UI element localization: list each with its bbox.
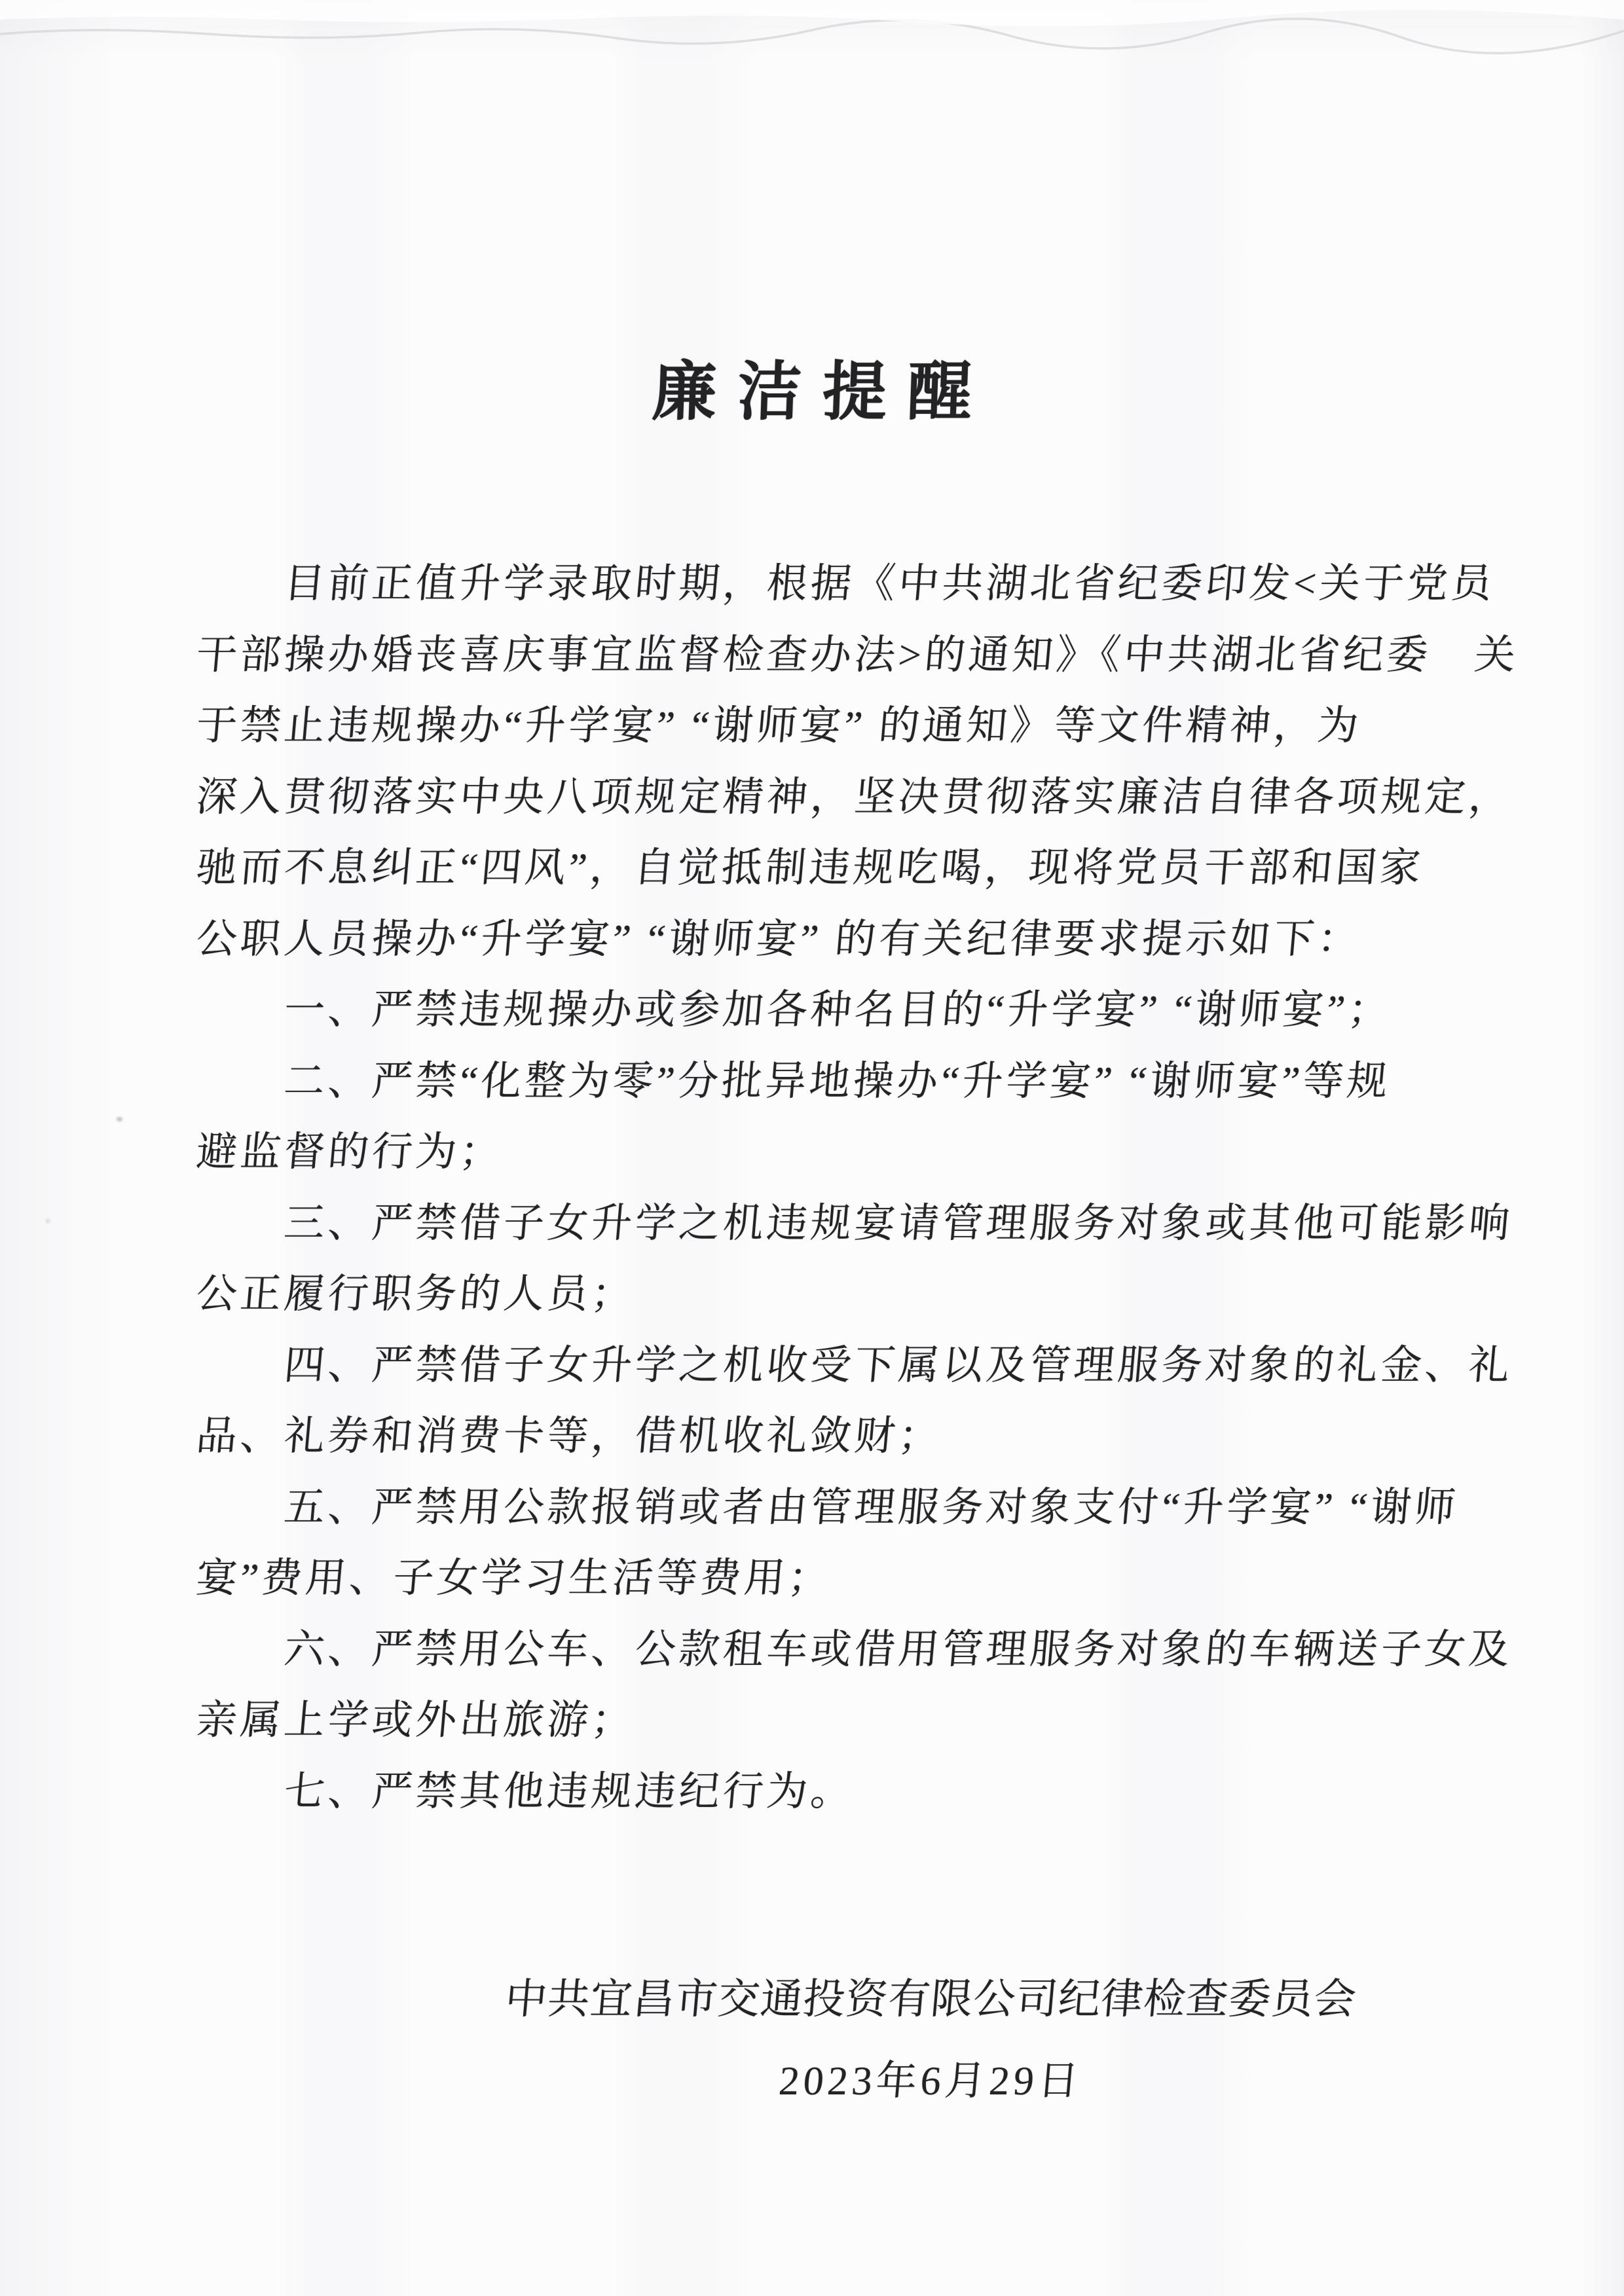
body-line: 四、严禁借子女升学之机收受下属以及管理服务对象的礼金、礼 xyxy=(194,1343,1515,1388)
body-line: 干部操办婚丧喜庆事宜监督检查办法>的通知》《中共湖北省纪委 关 xyxy=(194,632,1521,678)
body-line: 品、礼券和消费卡等，借机收礼敛财； xyxy=(194,1414,945,1459)
body-line: 深入贯彻落实中央八项规定精神，坚决贯彻落实廉洁自律各项规定， xyxy=(194,774,1515,820)
body-line: 公正履行职务的人员； xyxy=(194,1272,638,1317)
body-line: 六、严禁用公车、公款租车或借用管理服务对象的车辆送子女及 xyxy=(194,1627,1515,1672)
body-line: 三、严禁借子女升学之机违规宴请管理服务对象或其他可能影响 xyxy=(194,1201,1515,1246)
document-body xyxy=(194,549,1521,1827)
body-line: 五、严禁用公款报销或者由管理服务对象支付“升学宴” “谢师 xyxy=(194,1485,1461,1530)
document-title: 廉洁提醒 xyxy=(651,357,994,428)
signature-block xyxy=(119,1965,1624,2106)
body-line: 一、严禁违规操办或参加各种名目的“升学宴” “谢师宴”； xyxy=(194,988,1394,1032)
scan-torn-edge-artifact xyxy=(0,0,1624,59)
body-line: 亲属上学或外出旅游； xyxy=(194,1698,638,1743)
body-line: 目前正值升学录取时期，根据《中共湖北省纪委印发<关于党员 xyxy=(194,562,1497,606)
body-line: 避监督的行为； xyxy=(194,1130,506,1175)
body-line: 驰而不息纠正“四风”，自觉抵制违规吃喝，现将党员干部和国家 xyxy=(194,846,1426,890)
body-line: 二、严禁“化整为零”分批异地操办“升学宴” “谢师宴”等规 xyxy=(194,1059,1393,1104)
body-line: 七、严禁其他违规违纪行为。 xyxy=(194,1769,857,1814)
signature-date: 2023年6月29日 xyxy=(777,2059,1084,2104)
body-line: 宴”费用、子女学习生活等费用； xyxy=(194,1556,834,1601)
scan-speck xyxy=(117,1117,122,1121)
signature-organization: 中共宜昌市交通投资有限公司纪律检查委员会 xyxy=(503,1976,1359,2022)
body-line: 公职人员操办“升学宴” “谢师宴” 的有关纪律要求提示如下： xyxy=(194,917,1364,962)
scan-speck xyxy=(46,1219,50,1223)
body-line: 于禁止违规操办“升学宴” “谢师宴” 的通知》等文件精神，为 xyxy=(194,704,1364,748)
